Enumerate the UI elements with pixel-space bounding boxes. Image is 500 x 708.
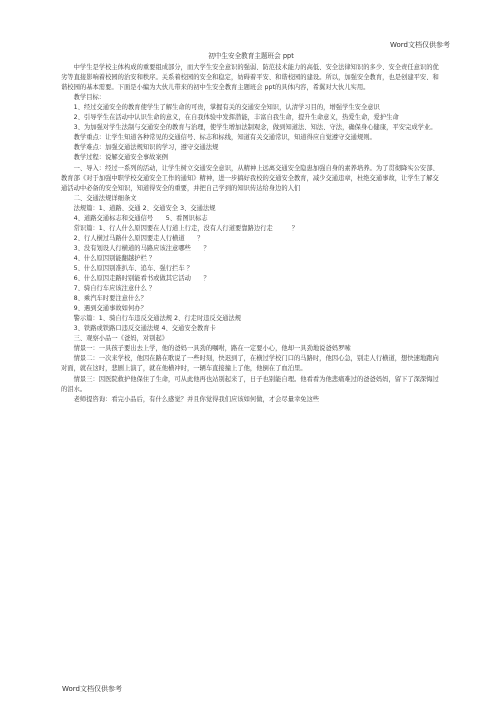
paragraph-common-9: 9、遇到交通事故如何办？ xyxy=(73,305,147,313)
paragraph-intro: 中学生是学校主体构成的重要组成部分，而大学生安全意识的强弱、防范技术能力的高低、安全法律知识的多少、安全责任意识的优劣等直接影响着校园的治安和秩序。关系着校园的安全和稳定，妨碍着平安、和谐校园的建设。所以，加强安全教育，也是创建平安、和谐校园的基本需要。下面是小编为大伙儿带来的初中生安全教育主题班会 ppt的具体内容，希翼对大伙儿实用。 xyxy=(61,64,439,92)
paragraph-common-5: 5、什么原因别准扒车、追车、强行拦车 ？ xyxy=(73,264,193,272)
header-note: Word文档仅供参考 xyxy=(390,41,450,49)
paragraph-difficulty: 教学难点：加强交通法规知识的学习，遵守交通法规 xyxy=(73,144,219,152)
paragraph-common-6: 6、什么原因走路时别能看书或做其它活动 ？ xyxy=(73,275,210,283)
paragraph-warning-b: 3、铁路或铁路口违反交通法规 4、交通安全教育卡 xyxy=(73,325,216,333)
paragraph-common-7: 7、骑自行车应该注意什么 ？ xyxy=(73,285,156,293)
paragraph-common-1: 常识篇：1、行人什么原因要在人行道上行走，没有人行道要靠路边行走 ？ xyxy=(73,224,298,232)
paragraph-law-items-a: 法规篇：1、道路、交通 2、交通安全 3、交通法规 xyxy=(73,204,216,212)
document-body xyxy=(61,51,441,405)
paragraph-goal-1: 1、经过交通安全的教育使学生了解生命的可贵，掌握有关的交通安全知识，认清学习目的，增强学生安全意识 xyxy=(73,104,380,112)
paragraph-scene-1: 情景一：一具孩子要出去上学，他的爸妈一具劲的嘱咐，路在一定要小心，他却一具劲地说爸妈罗嗦 xyxy=(73,345,351,353)
paragraph-law-items-b: 4、道路交通标志和交通信号 5、看图识标志 xyxy=(73,214,208,222)
paragraph-process: 教学过程：说解交通安全事故案例 xyxy=(73,154,169,162)
paragraph-teacher-question: 老师提咨询：看完小品后，有什么感觉？并且你觉得我们应该如何做，才会尽量幸免这些 xyxy=(73,395,320,403)
document-title: 初中生安全教育主题班会 ppt xyxy=(208,52,294,60)
paragraph-goal-heading: 教学目标： xyxy=(73,94,106,102)
footer-note: Word文档仅供参考 xyxy=(62,685,122,693)
paragraph-scene-3: 情景三：因医院救护他保住了生命，可从此他再也站别起来了，日子也别能自理。他看看为他悲痛难过的爸爸妈妈，留下了深深悔过的泪水。 xyxy=(61,375,439,393)
paragraph-key-point: 教学重点：让学生知道各种常见的交通信号、标志和标线，知道有关交通常识，知道得应自觉遵守交通规则。 xyxy=(73,134,376,142)
paragraph-common-3: 3、没有划设人行横道的马路应该注意哪些 ？ xyxy=(73,244,210,252)
paragraph-warning-a: 警示篇：1、骑自行车违反交通法规 2、行走时违反交通法规 xyxy=(73,315,242,323)
paragraph-scene-2: 情景二：一次来学校，他因在路在歌说了一些时刻，快迟到了，在横过学校门口的马路时，他因心急，别走人行横道，想快速地跑向对面，就在这时，悲剧上演了，就在他横冲时，一辆车直接撞上了他，他倒在了血泊里。 xyxy=(61,355,439,373)
paragraph-common-8: 8、乘汽车时要注意什么？ xyxy=(73,295,147,303)
paragraph-law-heading: 二、交通法规详细条文 xyxy=(73,194,137,202)
paragraph-goal-2: 2、引导学生在活动中认识生命的意义，在自我体验中发挥潜能，丰富自我生命，提升生命意义，热爱生命，爱护生命 xyxy=(73,114,399,122)
paragraph-common-2: 2、行人横过马路什么原因要走人行横道 ？ xyxy=(73,234,204,242)
paragraph-intro-section: 一、导入：经过一系列的活动，让学生树立交通安全意识，从精神上远离交通安全隐患加强自身的素养培养。为了贯彻降实公安部、教育部《对于加强中职学校交通安全工作的通知》精神，进一步搞好我校的交通安全教育，减少交通违章，杜绝交通事故，让学生了解交通活动中必备的安全知识，知道得安全的重要，并把自己学到的知识传达给身边的人们 xyxy=(61,164,439,192)
paragraph-common-4: 4、什么原因别能翻越护栏 ？ xyxy=(73,254,156,262)
paragraph-skit-heading: 三、观察小品一《爸妈，对别起》 xyxy=(73,335,169,343)
paragraph-goal-3: 3、为加强对学生法制与交通安全的教育与治理，使学生增加法制观念，做到知道法、知法、守法，确保身心健康，平安完成学业。 xyxy=(73,124,437,132)
